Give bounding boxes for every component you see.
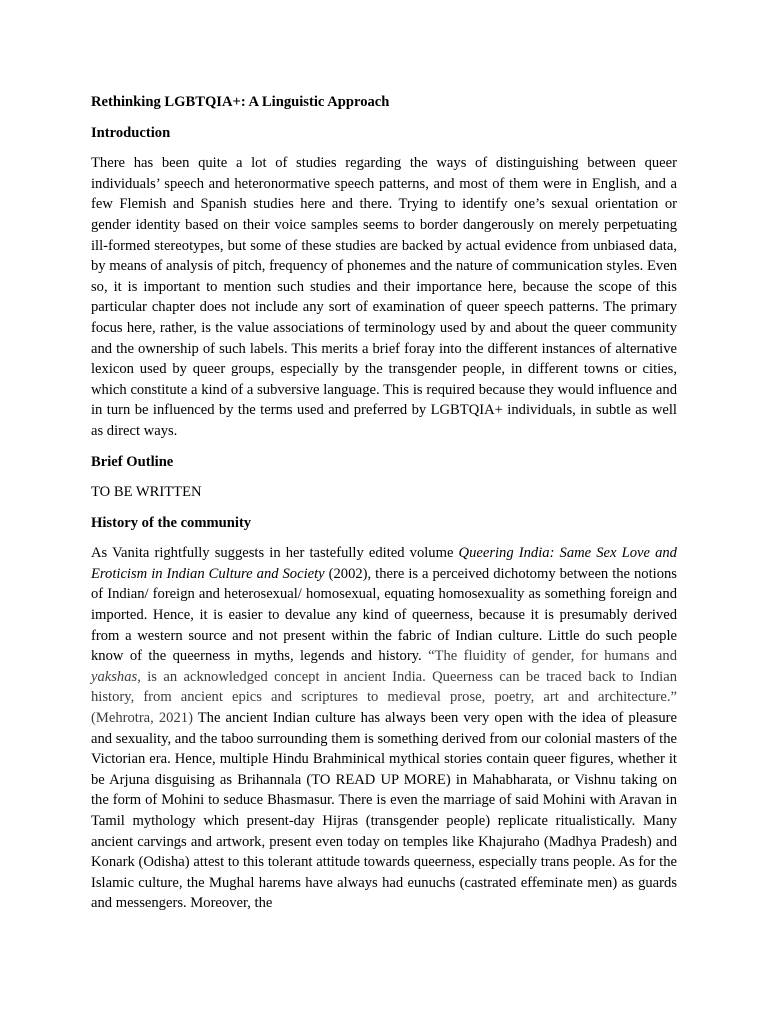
history-paragraph <box>91 543 677 914</box>
outline-text: TO BE WRITTEN <box>91 484 202 501</box>
document-title: Rethinking LGBTQIA+: A Linguistic Approach <box>91 94 390 110</box>
introduction-paragraph: There has been quite a lot of studies regarding the ways of distinguishing between queer individuals’ speech and heteronormative speech patterns, and most of them were in English, and a few Flemish and Spanish studies here and there. Trying to identify one’s sexual orientation or gender identity based on their voice samples seems to border dangerously on merely perpetuating ill-formed stereotypes, but some of these studies are backed by actual evidence from unbiased data, by means of analysis of pitch, frequency of phonemes and the nature of communication styles. Even so, it is important to mention such studies and their importance here, because the scope of this particular chapter does not include any sort of examination of queer speech patterns. The primary focus here, rather, is the value associations of terminology used by and about the queer community and the ownership of such labels. This merits a brief foray into the different instances of alternative lexicon used by queer groups, especially by the transgender people, in different towns or cities, which constitute a kind of a subversive language. This is required because they would influence and in turn be influenced by the terms used and preferred by LGBTQIA+ individuals, in subtle as well as direct ways. <box>91 155 677 439</box>
history-text-after-book: (2002), there is a perceived dichotomy between the notions of Indian/ foreign and heterosexual/ homosexual, equating homosexuality as something foreign and imported. Hence, it is easier to devalue any kind of queerness, because it is presumably derived from a western source and not present within the fabric of Indian culture. Little do such people know of the queerness in myths, legends and history. <box>91 565 677 665</box>
quote-italic-term: yakshas <box>91 668 138 685</box>
quote-part-1: “The fluidity of gender, for humans and <box>428 648 677 665</box>
history-heading: History of the community <box>91 514 252 531</box>
book-title: Queering India: Same Sex Love and Eroticism in Indian Culture and Society <box>91 545 677 582</box>
history-intro-text: As Vanita rightfully suggests in her tastefully edited volume <box>91 545 459 562</box>
outline-heading: Brief Outline <box>91 453 174 470</box>
introduction-heading: Introduction <box>91 124 171 141</box>
citation: (Mehrotra, 2021) <box>91 710 193 727</box>
history-text-rest: The ancient Indian culture has always been very open with the idea of pleasure and sexuality, and the taboo surrounding them is something derived from our colonial masters of the Victorian era. Hence, multiple Hindu Brahminical mythical stories contain queer figures, whether it be Arjuna disguising as Brihannala (TO READ UP MORE) in Mahabharata, or Vishnu taking on the form of Mohini to seduce Bhasmasur. There is even the marriage of said Mohini with Aravan in Tamil mythology which present-day Hijras (transgender people) replicate ritualistically. Many ancient carvings and artwork, present even today on temples like Khajuraho (Madhya Pradesh) and Konark (Odisha) attest to this tolerant attitude towards queerness, especially trans people. As for the Islamic culture, the Mughal harems have always had eunuchs (castrated effeminate men) as guards and messengers. Moreover, the <box>91 710 677 912</box>
document-page <box>91 90 677 924</box>
quote-part-2: , is an acknowledged concept in ancient India. Queerness can be traced back to Indian history, from ancient epics and scriptures to medieval prose, poetry, art and architecture.” <box>91 668 677 706</box>
